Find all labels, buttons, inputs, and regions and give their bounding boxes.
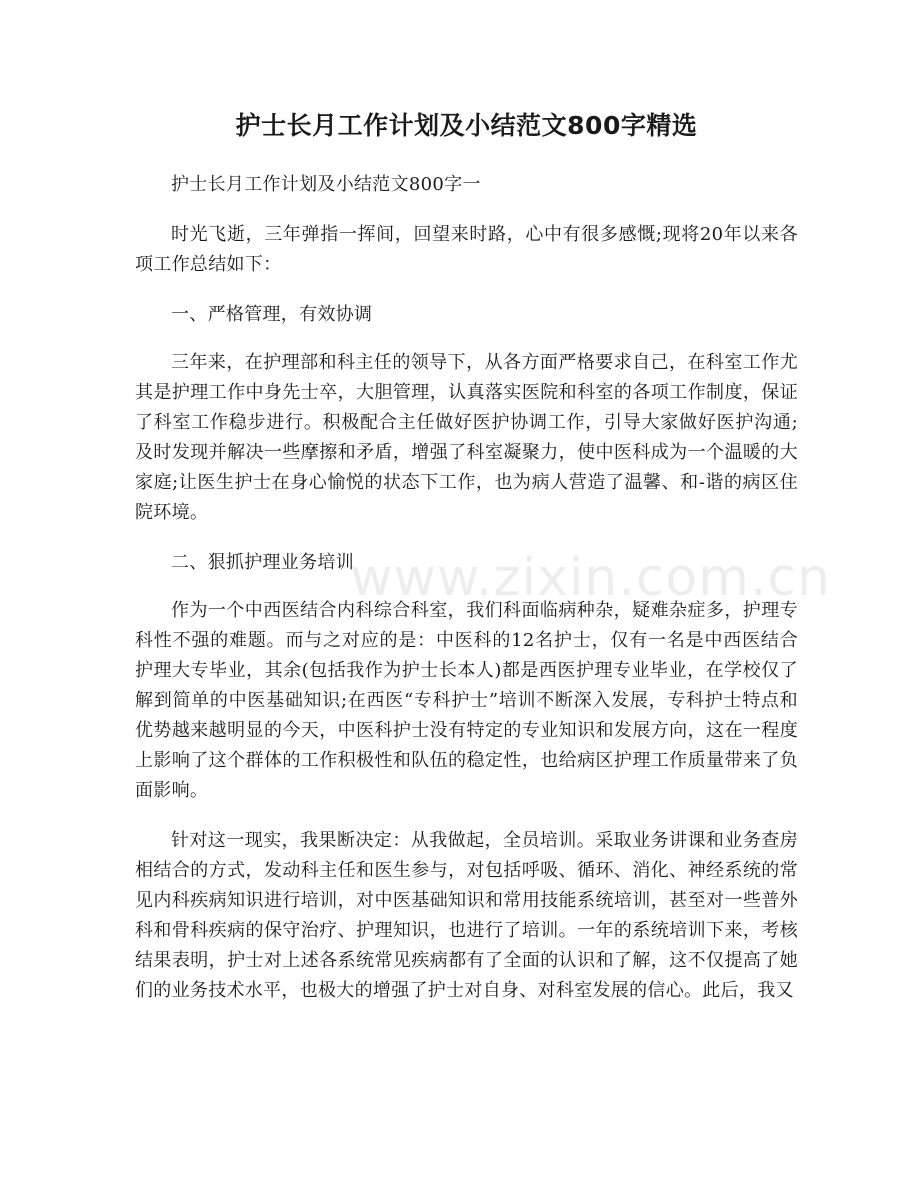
section-heading-1: 一、严格管理，有效协调 [171, 304, 373, 325]
watermark-text: www.zixin.com.cn [350, 548, 831, 608]
intro-paragraph: 时光飞逝，三年弹指一挥间，回望来时路，心中有很多感慨;现将20年以来各项工作总结如下： [135, 224, 798, 275]
body-paragraph-3: 针对这一现实，我果断决定：从我做起，全员培训。采取业务讲课和业务查房相结合的方式，发动科主任和医生参与，对包括呼吸、循环、消化、神经系统的常见内科疾病知识进行培训，对中医基础知识和常用技能系统培训，甚至对一些普外科和骨科疾病的保守治疗、护理知识，也进行了培训。一年的系统培训下来，考核结果表明，护士对上述各系统常见疾病都有了全面的认识和了解，这不仅提高了她们的业务技术水平，也极大的增强了护士对自身、对科室发展的信心。此后，我又 [135, 830, 798, 1001]
body-paragraph-2: 作为一个中西医结合内科综合科室，我们科面临病种杂，疑难杂症多，护理专科性不强的难题。而与之对应的是：中医科的12名护士，仅有一名是中西医结合护理大专毕业，其余(包括我作为护士长本人)都是西医护理专业毕业，在学校仅了解到简单的中医基础知识;在西医“专科护士”培训不断深入发展，专科护士特点和优势越来越明显的今天，中医科护士没有特定的专业知识和发展方向，这在一程度上影响了这个群体的工作积极性和队伍的稳定性，也给病区护理工作质量带来了负面影响。 [135, 600, 798, 801]
section-subtitle: 护士长月工作计划及小结范文800字一 [171, 174, 481, 195]
body-paragraph-1: 三年来，在护理部和科主任的领导下，从各方面严格要求自己，在科室工作尤其是护理工作中身先士卒，大胆管理，认真落实医院和科室的各项工作制度，保证了科室工作稳步进行。积极配合主任做好医护协调工作，引导大家做好医护沟通;及时发现并解决一些摩擦和矛盾，增强了科室凝聚力，使中医科成为一个温暖的大家庭;让医生护士在身心愉悦的状态下工作，也为病人营造了温馨、和-谐的病区住院环境。 [135, 352, 798, 523]
document-title: 护士长月工作计划及小结范文800字精选 [235, 111, 698, 140]
section-heading-2: 二、狠抓护理业务培训 [171, 552, 354, 573]
